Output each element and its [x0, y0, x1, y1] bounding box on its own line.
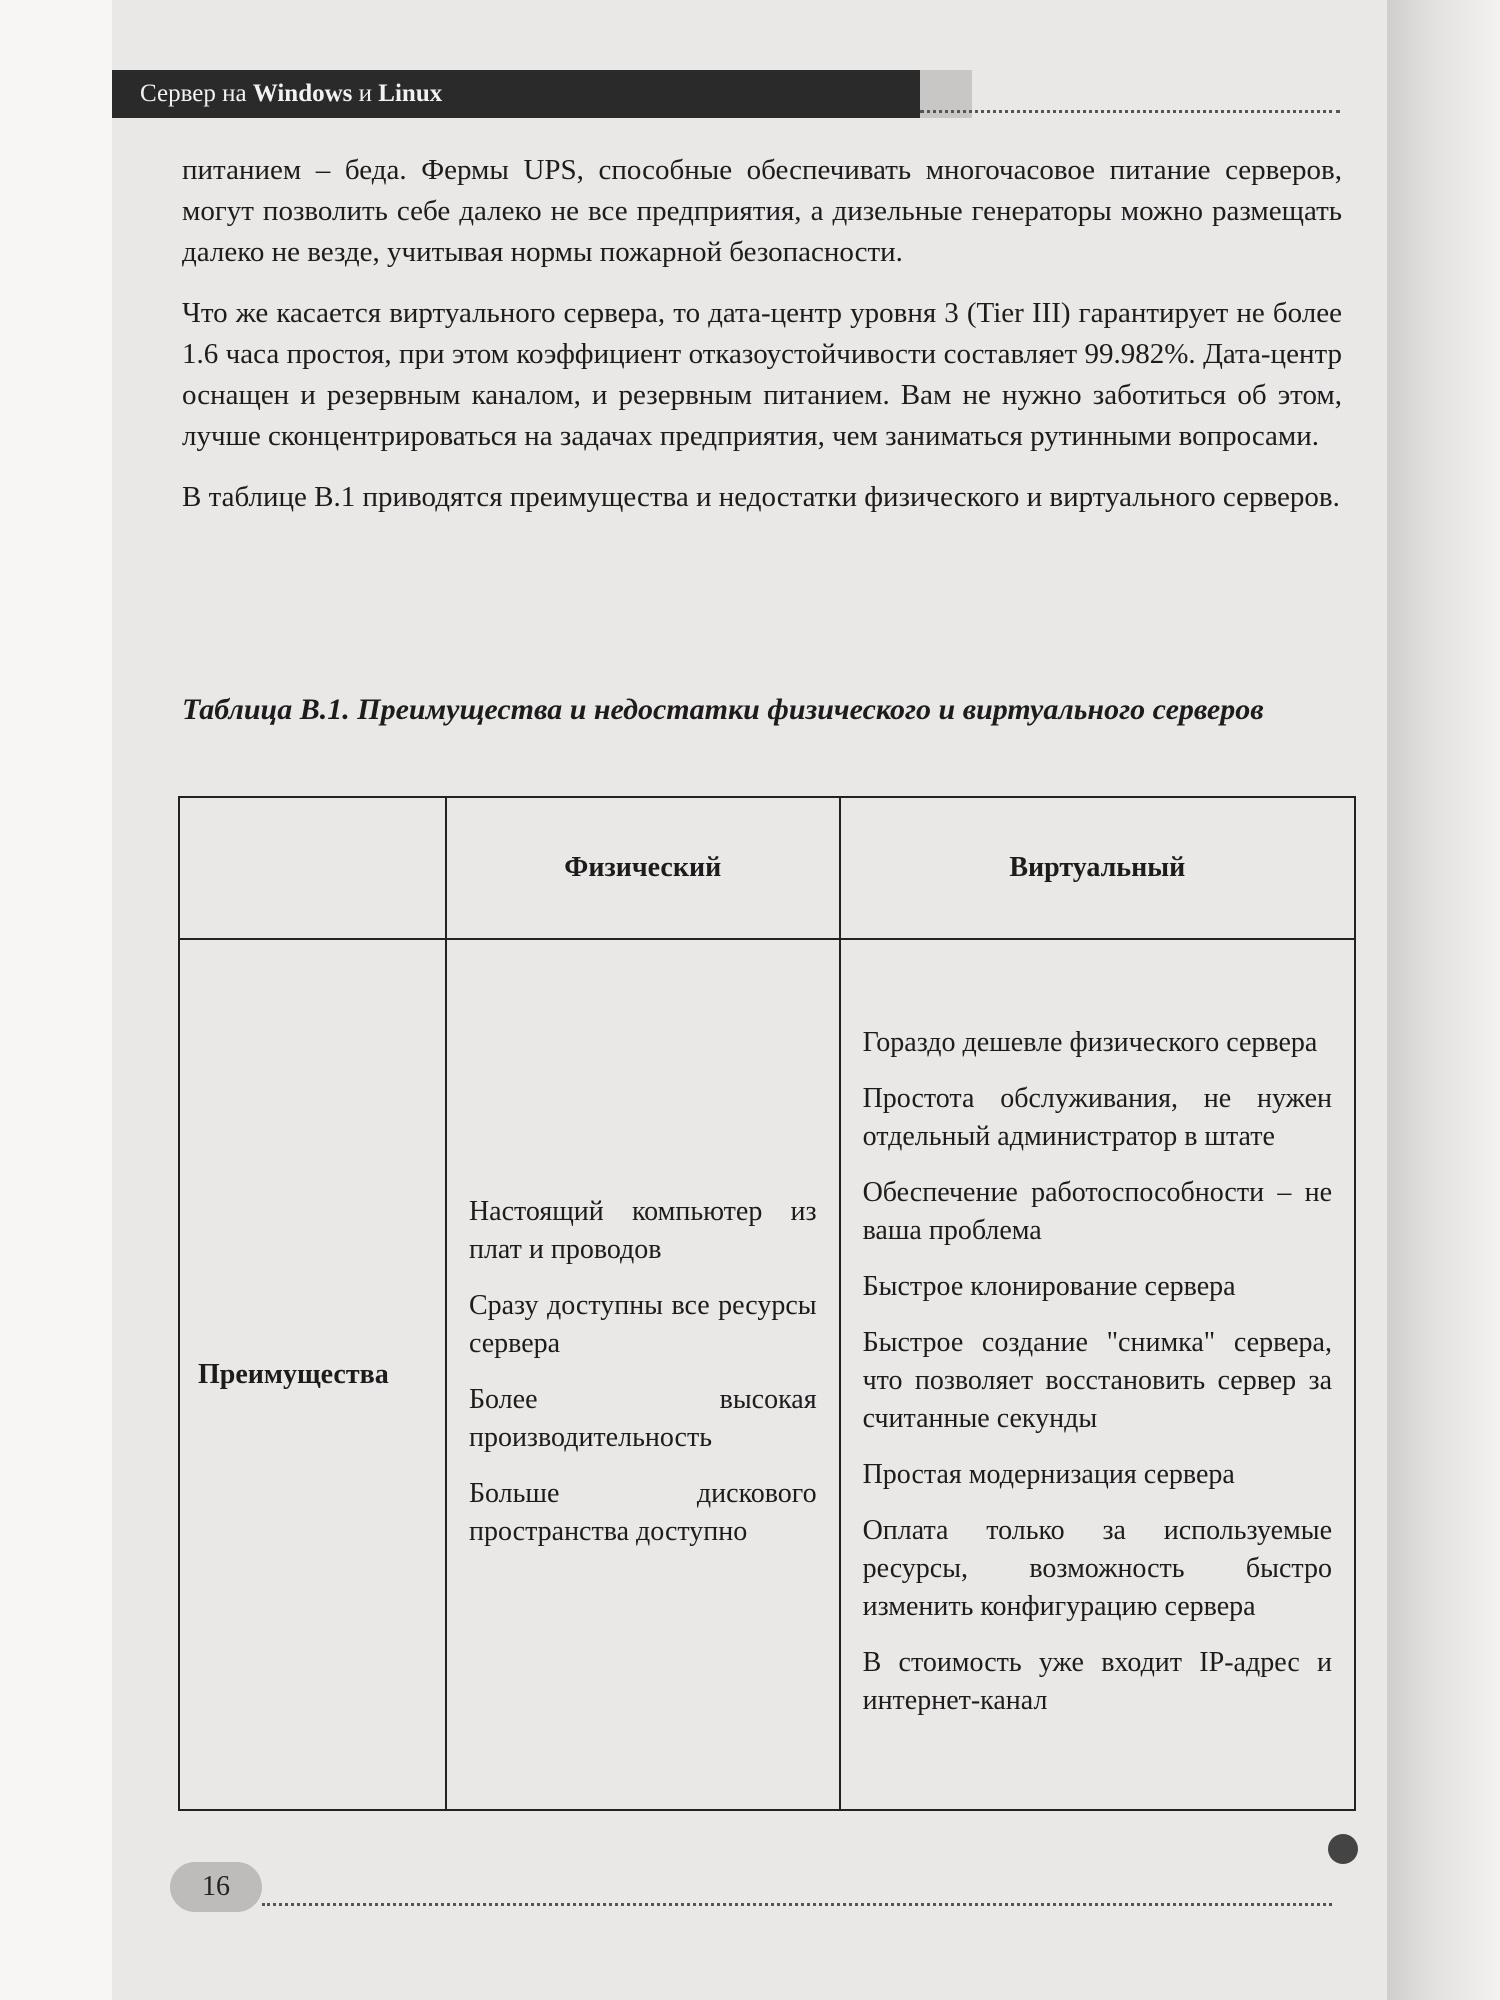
- paragraph-ups: питанием – беда. Фермы UPS, способные обеспечивать многочасовое питание серверов, могут позволить себе далеко не все предприятия, а дизельные генераторы можно размещать далеко не везде, учитывая нормы пожарной безопасности.: [182, 154, 1342, 268]
- page-edge-shadow: [1387, 0, 1500, 2000]
- physical-item: Сразу доступны все ресурсы сервера: [468, 1289, 817, 1359]
- virtual-item: Обеспечение работоспособности – не ваша проблема: [862, 1176, 1332, 1246]
- virtual-item: Простая модернизация сервера: [862, 1458, 1235, 1490]
- physical-item: Больше дискового пространства доступно: [468, 1477, 817, 1547]
- header-prefix: Сервер на: [140, 80, 253, 107]
- virtual-item: Быстрое создание "снимка" сервера, что позволяет восстановить сервер за считанные секунды: [862, 1326, 1332, 1434]
- physical-item: Настоящий компьютер из плат и проводов: [468, 1195, 817, 1265]
- header-brand-linux: Linux: [378, 80, 443, 107]
- running-header: [112, 70, 920, 118]
- header-physical: Физический: [446, 797, 840, 939]
- body-text: [182, 150, 1342, 538]
- table-row-advantages: [179, 939, 1355, 1810]
- virtual-item: Быстрое клонирование сервера: [862, 1270, 1236, 1302]
- header-joiner: и: [352, 80, 379, 107]
- paragraph-datacenter: Что же касается виртуального сервера, то дата-центр уровня 3 (Tier III) гарантирует не более 1.6 часа простоя, при этом коэффициент отказоустойчивости составляет 99.982%. Дата-центр оснащен и резервным каналом, и резервным питанием. Вам не нужно заботиться об этом, лучше сконцентрироваться на задачах предприятия, чем заниматься рутинными вопросами.: [182, 297, 1342, 452]
- paragraph-table-intro: В таблице В.1 приводятся преимущества и недостатки физического и виртуального серверов.: [182, 481, 1340, 513]
- row-label-advantages: Преимущества: [179, 939, 446, 1810]
- table-header-row: [179, 797, 1355, 939]
- comparison-table: [178, 796, 1356, 1811]
- footer-dot-ornament: [1328, 1834, 1358, 1864]
- physical-advantages-cell: [446, 939, 840, 1810]
- header-empty-cell: [179, 797, 446, 939]
- virtual-item: Гораздо дешевле физического сервера: [862, 1026, 1318, 1058]
- virtual-item: В стоимость уже входит IP-адрес и интернет-канал: [862, 1646, 1332, 1716]
- physical-item: Более высокая производительность: [468, 1383, 817, 1453]
- virtual-item: Простота обслуживания, не нужен отдельный администратор в штате: [862, 1082, 1332, 1152]
- header-dotted-rule: [920, 110, 1340, 113]
- virtual-item: Оплата только за используемые ресурсы, возможность быстро изменить конфигурацию сервера: [862, 1514, 1332, 1622]
- header-brand-windows: Windows: [252, 80, 353, 107]
- header-virtual: Виртуальный: [840, 797, 1355, 939]
- table-caption: Таблица В.1. Преимущества и недостатки физического и виртуального серверов: [182, 693, 1264, 726]
- footer-dotted-rule: [262, 1903, 1332, 1906]
- page-number: 16: [170, 1862, 262, 1912]
- virtual-advantages-cell: [840, 939, 1355, 1810]
